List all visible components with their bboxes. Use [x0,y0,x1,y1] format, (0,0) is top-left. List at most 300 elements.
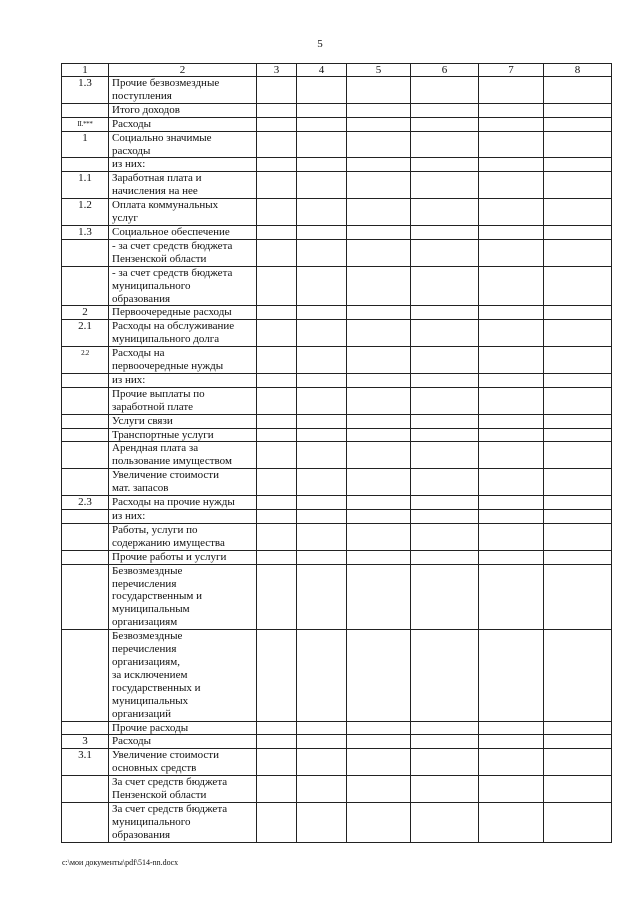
row-number-cell [62,158,109,172]
row-number-cell [62,510,109,524]
row-number-cell [62,802,109,842]
table-row [62,387,612,414]
header-cell: 6 [411,64,479,77]
row-name-line: за исключением [112,668,188,681]
row-name-cell [109,469,257,496]
value-cell [544,266,612,306]
value-cell [347,320,411,347]
value-cell [479,735,544,749]
value-cell [544,776,612,803]
row-number-cell [62,550,109,564]
value-cell [347,469,411,496]
value-cell [297,387,347,414]
value-cell [347,103,411,117]
value-cell [297,802,347,842]
row-number-cell [62,428,109,442]
value-cell [544,414,612,428]
value-cell [479,630,544,721]
value-cell [257,749,297,776]
table-row [62,469,612,496]
row-name-cell [109,442,257,469]
table-row [62,735,612,749]
table-row [62,225,612,239]
row-number-cell [62,373,109,387]
value-cell [257,320,297,347]
value-cell [297,523,347,550]
value-cell [347,496,411,510]
value-cell [257,306,297,320]
table-row [62,117,612,131]
value-cell [544,802,612,842]
row-number-cell [62,523,109,550]
value-cell [257,496,297,510]
row-number-cell: 2.2 [62,347,109,374]
row-name-cell [109,749,257,776]
value-cell [544,428,612,442]
value-cell [411,442,479,469]
value-cell [347,550,411,564]
header-cell: 4 [297,64,347,77]
header-cell: 7 [479,64,544,77]
value-cell [297,239,347,266]
row-name-line: Безвозмездные [112,564,183,577]
value-cell [411,802,479,842]
row-name-cell [109,564,257,630]
table-row [62,414,612,428]
value-cell [257,373,297,387]
value-cell [411,117,479,131]
table-row [62,496,612,510]
value-cell [411,306,479,320]
row-name-line: Социально значимые [112,131,212,144]
row-name-line: Расходы [112,735,151,748]
value-cell [411,172,479,199]
value-cell [479,117,544,131]
table-row [62,320,612,347]
value-cell [347,158,411,172]
value-cell [347,510,411,524]
table-row [62,199,612,226]
value-cell [347,117,411,131]
value-cell [411,77,479,104]
value-cell [297,158,347,172]
row-name-line: За счет средств бюджета [112,802,228,815]
row-name-cell [109,387,257,414]
value-cell [257,158,297,172]
value-cell [257,347,297,374]
value-cell [544,172,612,199]
row-name-line: первоочередные нужды [112,360,224,373]
value-cell [544,721,612,735]
value-cell [347,266,411,306]
value-cell [297,306,347,320]
row-name-line: муниципальных [112,694,189,707]
value-cell [411,428,479,442]
row-name-cell [109,158,257,172]
value-cell [297,564,347,630]
row-number-cell: 1.3 [62,77,109,104]
value-cell [347,414,411,428]
value-cell [479,266,544,306]
row-name-line: из них: [112,510,146,522]
value-cell [297,347,347,374]
value-cell [411,523,479,550]
table-row [62,802,612,842]
value-cell [479,496,544,510]
row-name-line: из них: [112,158,146,171]
value-cell [544,550,612,564]
row-name-line: Расходы [112,117,151,130]
row-name-line: Оплата коммунальных [112,199,219,212]
value-cell [544,749,612,776]
value-cell [297,266,347,306]
row-name-line: Услуги связи [112,414,173,427]
row-name-line: Арендная плата за [112,442,199,455]
row-number-cell: 1.3 [62,225,109,239]
value-cell [257,630,297,721]
value-cell [257,721,297,735]
row-name-cell [109,428,257,442]
value-cell [297,131,347,158]
row-number-cell: II.*** [62,117,109,131]
value-cell [479,802,544,842]
row-name-cell [109,239,257,266]
value-cell [347,306,411,320]
value-cell [347,373,411,387]
table-row [62,266,612,306]
row-name-line: Заработная плата и [112,172,202,185]
row-name-line: Расходы на прочие нужды [112,496,235,509]
table-row [62,131,612,158]
value-cell [479,77,544,104]
value-cell [297,550,347,564]
value-cell [347,347,411,374]
value-cell [544,306,612,320]
row-name-line: организациям [112,616,178,629]
footer-file-path: c:\мои документы\pdf\514-nn.docx [62,858,179,867]
table-row [62,749,612,776]
value-cell [544,496,612,510]
value-cell [411,320,479,347]
value-cell [479,131,544,158]
value-cell [347,564,411,630]
value-cell [544,225,612,239]
value-cell [479,387,544,414]
value-cell [347,802,411,842]
row-number-cell: 1.1 [62,172,109,199]
value-cell [257,442,297,469]
header-cell: 8 [544,64,612,77]
value-cell [257,103,297,117]
value-cell [347,749,411,776]
row-number-cell [62,469,109,496]
row-name-line: Работы, услуги по [112,523,198,536]
row-name-line: Увеличение стоимости [112,469,219,482]
row-number-cell: 2.1 [62,320,109,347]
value-cell [544,630,612,721]
value-cell [257,225,297,239]
row-name-line: содержанию имущества [112,536,225,549]
row-name-cell [109,496,257,510]
value-cell [257,172,297,199]
row-name-cell [109,172,257,199]
value-cell [257,131,297,158]
row-name-cell [109,320,257,347]
value-cell [411,776,479,803]
value-cell [479,428,544,442]
row-number-cell: 1 [62,131,109,158]
value-cell [347,442,411,469]
table-row [62,721,612,735]
value-cell [297,117,347,131]
value-cell [257,550,297,564]
value-cell [297,496,347,510]
table-row [62,172,612,199]
value-cell [257,428,297,442]
value-cell [411,225,479,239]
value-cell [297,414,347,428]
value-cell [479,510,544,524]
value-cell [544,131,612,158]
row-number-cell [62,414,109,428]
row-name-line: муниципального [112,279,191,292]
row-name-cell [109,266,257,306]
value-cell [411,630,479,721]
table-row [62,103,612,117]
table-body [62,64,612,843]
value-cell [411,199,479,226]
row-name-cell [109,199,257,226]
value-cell [544,117,612,131]
value-cell [544,77,612,104]
row-number-cell [62,776,109,803]
row-name-line: Транспортные услуги [112,428,214,441]
value-cell [411,347,479,374]
value-cell [479,469,544,496]
value-cell [297,442,347,469]
table-row [62,510,612,524]
value-cell [479,564,544,630]
row-number-cell: 2.3 [62,496,109,510]
value-cell [347,131,411,158]
value-cell [479,414,544,428]
value-cell [479,103,544,117]
row-name-cell [109,347,257,374]
row-name-cell [109,373,257,387]
value-cell [347,239,411,266]
table-row [62,347,612,374]
value-cell [479,776,544,803]
table-row [62,239,612,266]
value-cell [257,735,297,749]
row-name-line: Прочие выплаты по [112,387,205,400]
row-name-line: организаций [112,707,172,720]
value-cell [257,469,297,496]
value-cell [297,469,347,496]
value-cell [479,225,544,239]
header-cell: 2 [109,64,257,77]
value-cell [411,469,479,496]
value-cell [257,414,297,428]
value-cell [411,158,479,172]
value-cell [347,172,411,199]
value-cell [411,266,479,306]
value-cell [297,320,347,347]
row-name-line: Прочие расходы [112,721,189,734]
value-cell [411,749,479,776]
value-cell [544,387,612,414]
value-cell [544,510,612,524]
value-cell [347,523,411,550]
table-row [62,77,612,104]
value-cell [297,373,347,387]
value-cell [411,131,479,158]
value-cell [257,510,297,524]
page-number: 5 [317,38,323,50]
value-cell [297,77,347,104]
row-name-line: За счет средств бюджета [112,776,228,789]
value-cell [544,442,612,469]
row-number-cell: 1.2 [62,199,109,226]
value-cell [411,564,479,630]
row-name-line: услуг [112,212,138,225]
value-cell [257,523,297,550]
table-row [62,523,612,550]
value-cell [347,735,411,749]
row-name-cell [109,735,257,749]
row-name-line: заработной плате [112,400,194,413]
value-cell [257,77,297,104]
value-cell [479,749,544,776]
value-cell [479,442,544,469]
row-name-line: поступления [112,89,172,102]
value-cell [347,721,411,735]
value-cell [347,225,411,239]
table-row [62,373,612,387]
value-cell [411,103,479,117]
budget-table [61,63,612,843]
value-cell [347,630,411,721]
value-cell [297,199,347,226]
row-number-cell [62,103,109,117]
row-name-cell [109,630,257,721]
value-cell [544,199,612,226]
table-row [62,776,612,803]
row-number-cell [62,630,109,721]
row-name-cell [109,550,257,564]
row-name-cell [109,523,257,550]
table-row [62,630,612,721]
row-name-line: Прочие работы и услуги [112,550,227,563]
header-cell: 5 [347,64,411,77]
row-name-line: расходы [112,144,151,157]
value-cell [411,550,479,564]
value-cell [479,199,544,226]
value-cell [479,721,544,735]
value-cell [297,428,347,442]
value-cell [479,347,544,374]
value-cell [544,239,612,266]
row-name-line: перечисления [112,643,177,656]
row-number-cell: 3 [62,735,109,749]
row-name-cell [109,117,257,131]
value-cell [411,496,479,510]
value-cell [544,564,612,630]
value-cell [297,103,347,117]
value-cell [479,373,544,387]
row-name-cell [109,306,257,320]
value-cell [479,239,544,266]
value-cell [347,77,411,104]
row-name-cell [109,225,257,239]
value-cell [411,239,479,266]
row-name-line: образования [112,292,171,305]
table-row [62,550,612,564]
value-cell [411,735,479,749]
value-cell [411,721,479,735]
row-name-cell [109,776,257,803]
value-cell [411,387,479,414]
value-cell [544,373,612,387]
row-name-line: основных средств [112,762,197,775]
row-name-line: - за счет средств бюджета [112,239,233,252]
value-cell [257,239,297,266]
value-cell [479,172,544,199]
header-cell: 3 [257,64,297,77]
value-cell [479,550,544,564]
table-row [62,564,612,630]
row-number-cell [62,387,109,414]
row-name-line: образования [112,828,171,841]
header-cell: 1 [62,64,109,77]
row-name-cell [109,510,257,524]
value-cell [411,414,479,428]
value-cell [257,564,297,630]
row-name-line: муниципального долга [112,333,220,346]
value-cell [544,320,612,347]
row-name-line: организациям, [112,655,180,668]
value-cell [297,721,347,735]
value-cell [544,347,612,374]
row-name-line: начисления на нее [112,185,198,198]
value-cell [297,776,347,803]
value-cell [544,469,612,496]
row-name-line: Итого доходов [112,103,180,116]
value-cell [297,630,347,721]
row-name-cell [109,414,257,428]
row-name-line: мат. запасов [112,482,169,495]
row-number-cell: 2 [62,306,109,320]
value-cell [257,117,297,131]
row-name-line: Первоочередные расходы [112,306,232,319]
value-cell [297,172,347,199]
row-number-cell [62,721,109,735]
row-name-line: Расходы на обслуживание [112,320,235,333]
row-name-line: - за счет средств бюджета [112,266,233,279]
row-number-cell: 3.1 [62,749,109,776]
row-number-cell [62,239,109,266]
value-cell [544,523,612,550]
value-cell [257,266,297,306]
row-name-line: Пензенской области [112,252,207,265]
value-cell [347,776,411,803]
row-name-cell [109,77,257,104]
row-name-line: пользование имуществом [112,455,232,468]
value-cell [347,199,411,226]
row-number-cell [62,266,109,306]
value-cell [297,735,347,749]
table-row [62,442,612,469]
